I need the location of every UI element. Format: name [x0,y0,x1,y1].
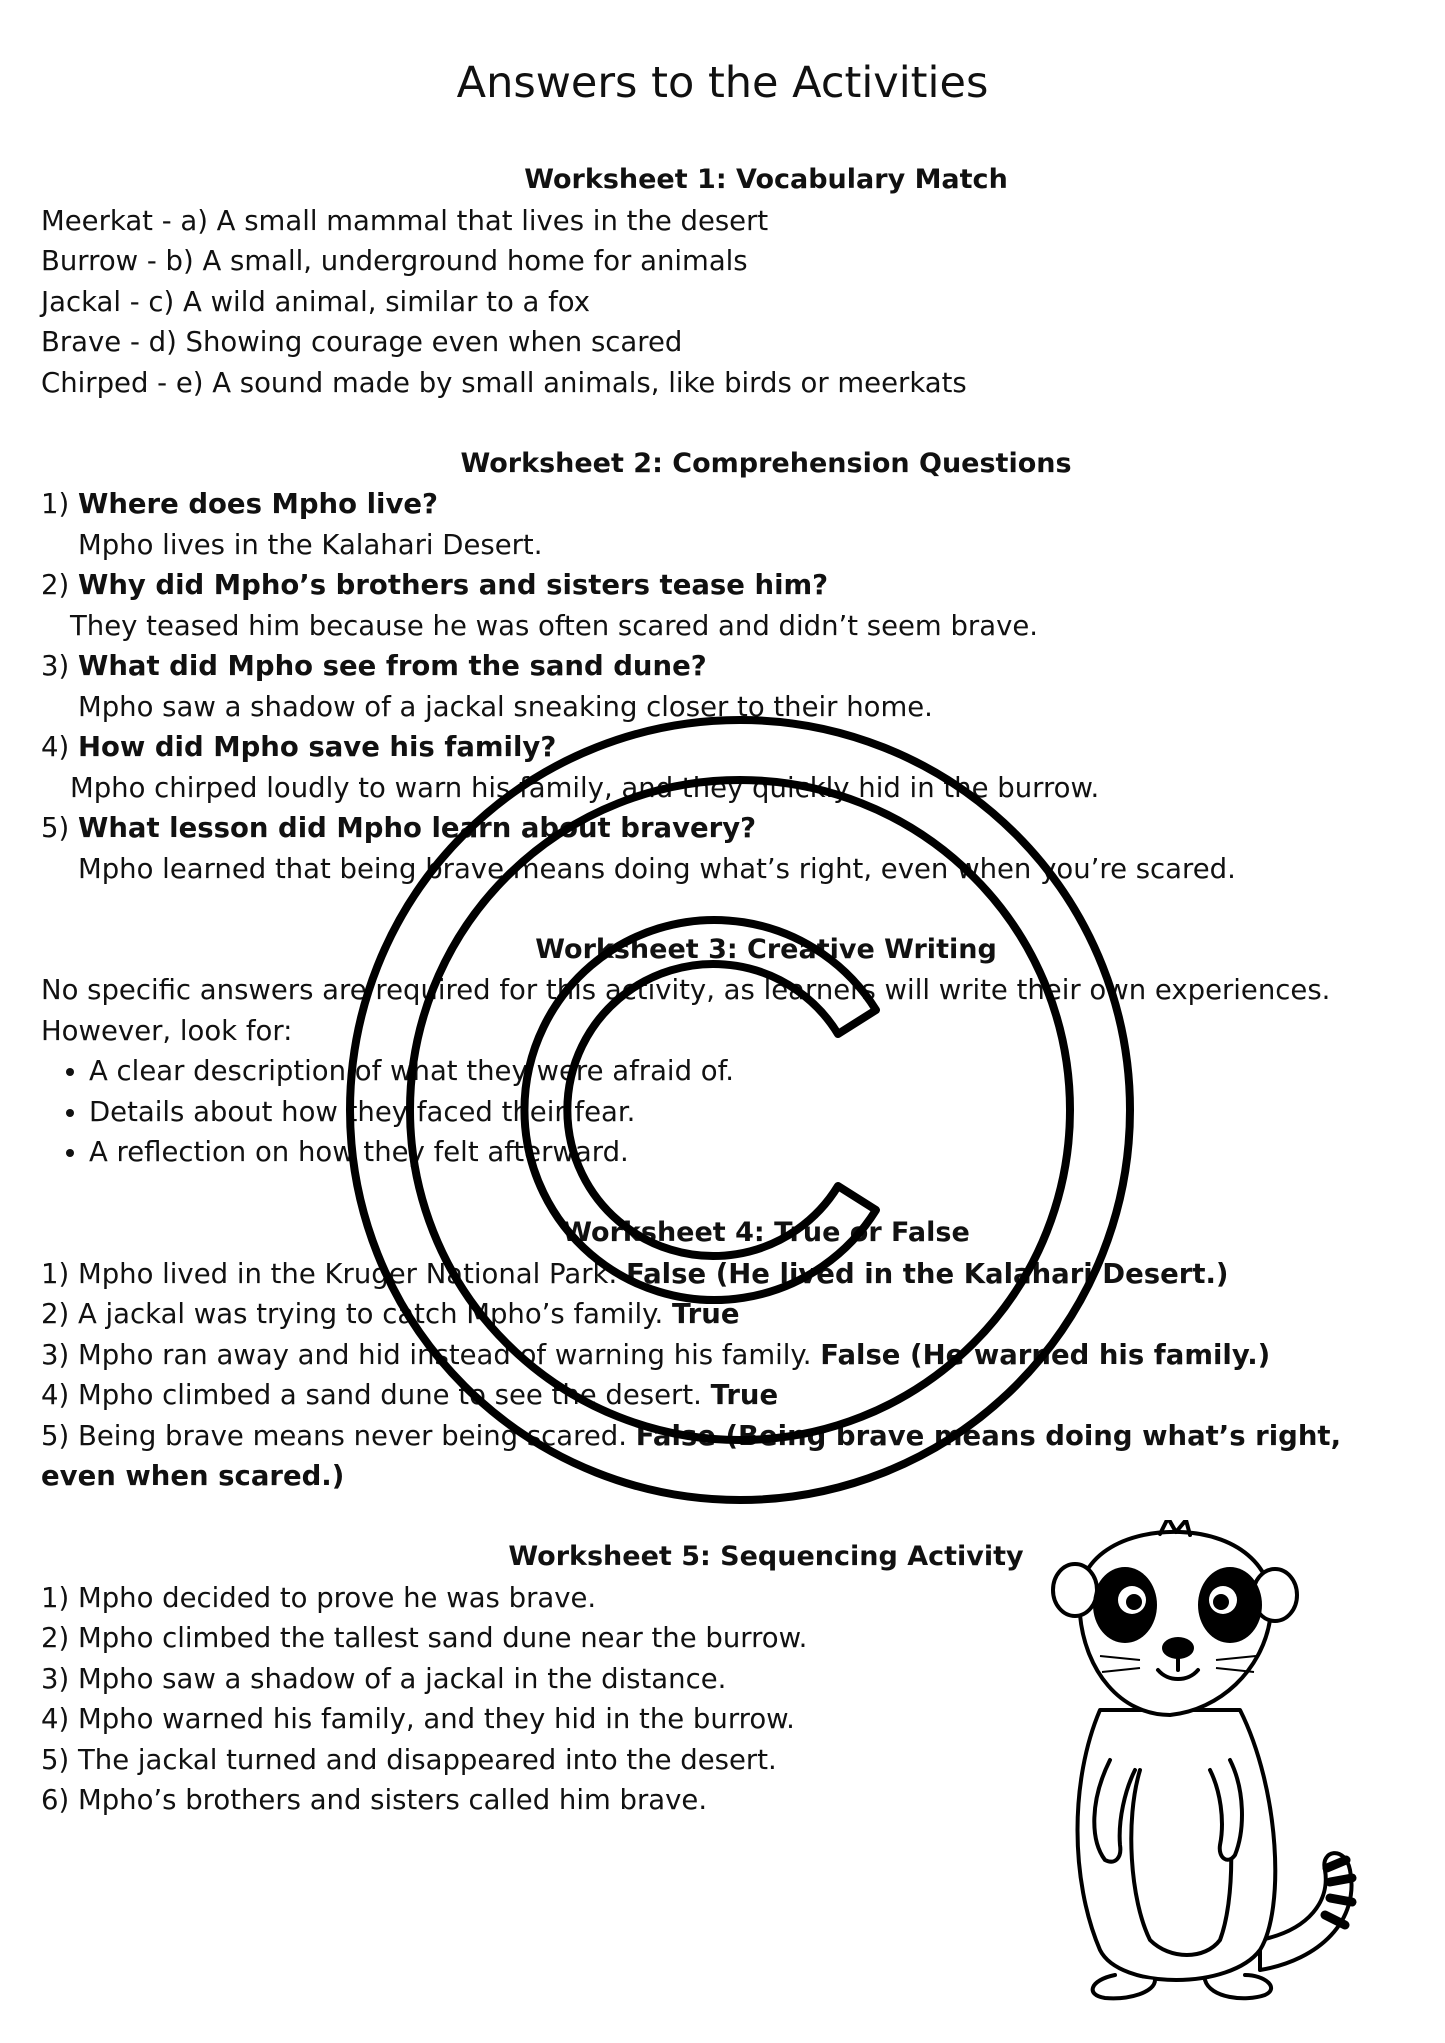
statement-text: 3) Mpho ran away and hid instead of warning his family. [41,1338,812,1371]
statement-text: 5) Being brave means never being scared. [41,1419,627,1452]
worksheet1-heading: Worksheet 1: Vocabulary Match [524,164,1008,195]
criteria-list [41,1051,1381,1173]
sequence-line: 4) Mpho warned his family, and they hid in the burrow. [41,1703,795,1735]
question-text: What did Mpho see from the sand dune? [77,650,707,682]
vocab-line: Burrow - b) A small, underground home for animals [41,245,748,277]
worksheet3-heading: Worksheet 3: Creative Writing [535,933,997,965]
true-false-line [41,1335,1381,1376]
question-number: 2) [41,569,70,601]
question-line [41,565,1381,606]
question-number: 3) [41,650,70,682]
answer-text: Mpho chirped loudly to warn his family, and they quickly hid in the burrow. [70,771,1100,804]
answer-text: Mpho saw a shadow of a jackal sneaking closer to their home. [78,690,933,723]
answer-text: Mpho learned that being brave means doing what’s right, even when you’re scared. [78,852,1236,885]
true-false-line [41,1416,1371,1497]
list-item: • A reflection on how they felt afterward. [89,1132,1381,1173]
question-line [41,646,1381,687]
question-text: Where does Mpho live? [77,488,438,520]
worksheet3-look-for: However, look for: [41,1014,293,1047]
question-text: Why did Mpho’s brothers and sisters tease him? [77,569,829,601]
vocab-line: Brave - d) Showing courage even when scared [41,326,683,358]
question-text: What lesson did Mpho learn about bravery? [77,812,757,844]
list-item: • Details about how they faced their fear. [89,1092,1381,1133]
sequence-line: 1) Mpho decided to prove he was brave. [41,1581,597,1614]
answer-text: False (Being brave means doing what’s right, even when scared.) [41,1419,1342,1492]
vocab-line: Chirped - e) A sound made by small animals, like birds or meerkats [41,366,967,399]
page-title: Answers to the Activities [456,58,989,108]
worksheet2-heading: Worksheet 2: Comprehension Questions [460,447,1072,479]
statement-text: 4) Mpho climbed a sand dune to see the desert. [41,1379,702,1411]
answer-text: True [710,1379,779,1411]
worksheet4-heading: Worksheet 4: True or False [562,1217,970,1248]
answer-text: True [671,1298,740,1330]
answer-text: Mpho lives in the Kalahari Desert. [78,528,543,561]
vocab-line: Jackal - c) A wild animal, similar to a fox [41,285,591,318]
meerkat-icon [1030,1520,1370,2010]
question-number: 5) [41,812,70,844]
question-number: 1) [41,488,70,520]
answer-text: False (He warned his family.) [820,1338,1271,1371]
true-false-line [41,1254,1381,1295]
answer-text: False (He lived in the Kalahari Desert.) [625,1257,1229,1290]
sequence-line: 6) Mpho’s brothers and sisters called him brave. [41,1784,708,1816]
worksheet3-intro: No specific answers are required for this activity, as learners will write their own experiences. [41,974,1331,1006]
sequence-line: 5) The jackal turned and disappeared into the desert. [41,1743,777,1776]
answer-text: They teased him because he was often scared and didn’t seem brave. [70,609,1039,642]
sequence-line: 3) Mpho saw a shadow of a jackal in the distance. [41,1662,727,1695]
sequence-line: 2) Mpho climbed the tallest sand dune near the burrow. [41,1622,808,1654]
question-number: 4) [41,731,70,763]
true-false-line [41,1375,1381,1416]
true-false-line [41,1294,1381,1335]
worksheet5-heading: Worksheet 5: Sequencing Activity [508,1541,1024,1572]
question-line [41,808,1381,849]
statement-text: 1) Mpho lived in the Kruger National Park. [41,1257,618,1290]
vocab-line: Meerkat - a) A small mammal that lives in the desert [41,204,769,237]
question-line [41,727,1381,768]
question-line [41,484,1381,525]
statement-text: 2) A jackal was trying to catch Mpho’s family. [41,1298,664,1330]
list-item: • A clear description of what they were afraid of. [89,1051,1381,1092]
question-text: How did Mpho save his family? [77,731,557,763]
